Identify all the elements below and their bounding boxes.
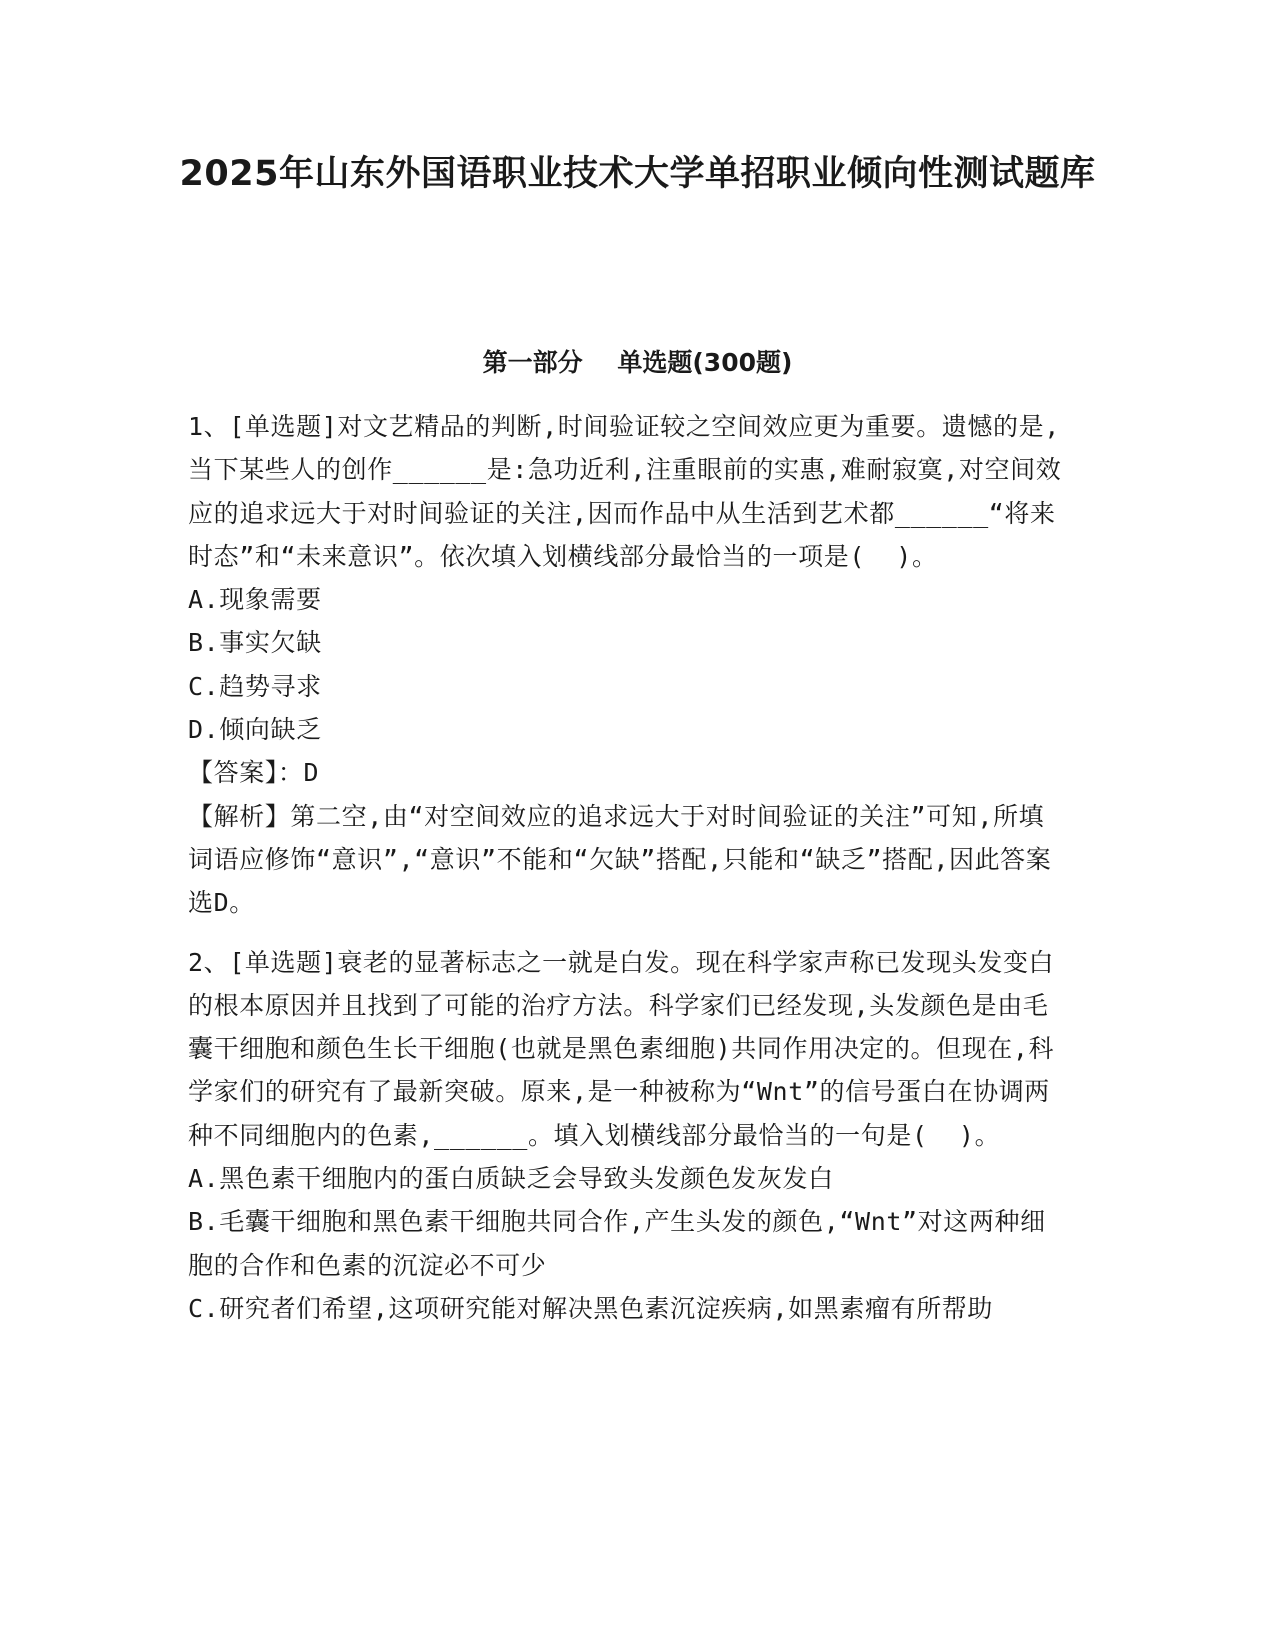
question-text: 1、[单选题]对文艺精品的判断,时间验证较之空间效应更为重要。遗憾的是,当下某些人的创作______是:急功近利,注重眼前的实惠,难耐寂寞,对空间效应的追求远大于对时间验证的关注,因而作品中从生活到艺术都______“将来时态”和“未来意识”。依次填入划横线部分最恰当的一项是( )。 (188, 412, 1062, 571)
document-title: 2025年山东外国语职业技术大学单招职业倾向性测试题库 (179, 154, 1096, 194)
explanation-text: 【解析】第二空,由“对空间效应的追求远大于对时间验证的关注”可知,所填词语应修饰“意识”,“意识”不能和“欠缺”搭配,只能和“缺乏”搭配,因此答案选D。 (188, 801, 1052, 918)
question-list (188, 405, 1068, 1330)
option-c: C.趋势寻求 (188, 671, 322, 701)
section-title: 第一部分 单选题(300题) (482, 348, 793, 377)
option-a: A.黑色素干细胞内的蛋白质缺乏会导致头发颜色发灰发白 (188, 1164, 834, 1194)
option-a: A.现象需要 (188, 585, 322, 615)
option-d: D.倾向缺乏 (188, 715, 322, 745)
answer-line: 【答案】：D (188, 758, 320, 788)
question-item (188, 941, 1068, 1331)
question-item (188, 405, 1068, 925)
option-b: B.毛囊干细胞和黑色素干细胞共同合作,产生头发的颜色,“Wnt”对这两种细胞的合作和色素的沉淀必不可少 (188, 1207, 1046, 1280)
option-c: C.研究者们希望,这项研究能对解决黑色素沉淀疾病,如黑素瘤有所帮助 (188, 1293, 994, 1323)
option-b: B.事实欠缺 (188, 628, 322, 658)
question-text: 2、[单选题]衰老的显著标志之一就是白发。现在科学家声称已发现头发变白的根本原因并且找到了可能的治疗方法。科学家们已经发现,头发颜色是由毛囊干细胞和颜色生长干细胞(也就是黑色素细胞)共同作用决定的。但现在,科学家们的研究有了最新突破。原来,是一种被称为“Wnt”的信号蛋白在协调两种不同细胞内的色素,______。填入划横线部分最恰当的一句是( )。 (188, 947, 1055, 1150)
